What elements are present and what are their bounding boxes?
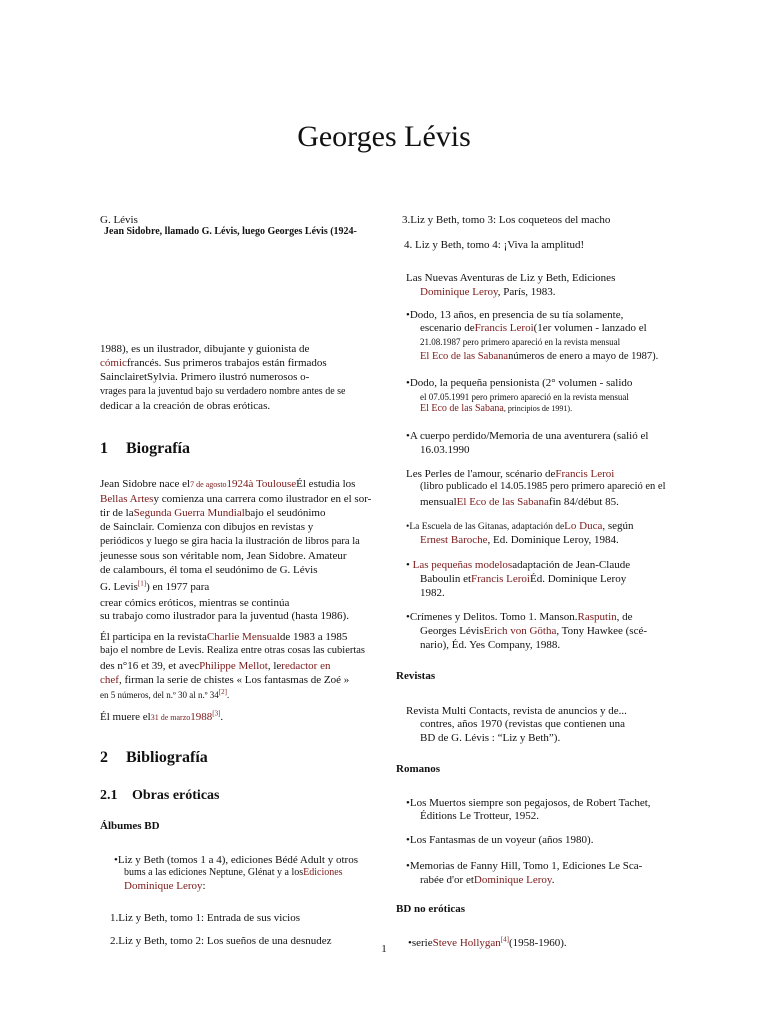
baroche-link[interactable]: Ernest Baroche (420, 534, 488, 546)
bio-line: en 5 números, del n.º 30 al n.º 34[2]. (100, 688, 230, 700)
list-item: rabée d'or etDominique Leroy. (420, 874, 555, 886)
leroi-link[interactable]: Francis Leroi (555, 468, 615, 480)
list-item: 16.03.1990 (420, 444, 470, 456)
bio-line: periódicos y luego se gira hacia la ilustración de libros para la (100, 536, 360, 547)
list-item: •Los Muertos siempre son pegajosos, de Robert Tachet, (406, 797, 651, 809)
bio-line: tir de laSegunda Guerra Mundialbajo el seudónimo (100, 507, 326, 519)
list-item: (libro publicado el 14.05.1985 pero primero apareció en el (420, 481, 666, 492)
list-item: Las Nuevas Aventuras de Liz y Beth, Ediciones (406, 272, 616, 284)
list-item: mensualEl Eco de las Sabanafin 84/début 85. (420, 496, 619, 508)
intro-line: 1988), es un ilustrador, dibujante y guionista de (100, 343, 310, 355)
luca-link[interactable]: Lo Duca (564, 520, 603, 532)
section-heading-bibliografia: 2 Bibliografía (100, 749, 208, 766)
list-item: BD de G. Lévis : “Liz y Beth”). (420, 732, 561, 744)
list-item: contres, años 1970 (revistas que contienen una (420, 718, 625, 730)
list-item: Georges LévisErich von Götha, Tony Hawkee (scé- (420, 625, 648, 637)
toulouse-link[interactable]: à Toulouse (248, 478, 297, 490)
intro-line: SainclairetSylvia. Primero ilustró numerosos o- (100, 371, 310, 383)
list-item: El Eco de las Sabananúmeros de enero a mayo de 1987). (420, 351, 659, 362)
page-number: 1 (381, 943, 387, 955)
bio-line: jeunesse sous son véritable nom, Jean Sidobre. Amateur (100, 550, 347, 562)
chef-link[interactable]: chef (100, 674, 119, 686)
list-item: •Dodo, la pequeña pensionista (2° volumen - salido (406, 377, 633, 389)
list-item: •Dodo, 13 años, en presencia de su tía solamente, (406, 309, 624, 321)
list-item: 2.Liz y Beth, tomo 2: Los sueños de una desnudez (110, 935, 332, 947)
list-item: Ernest Baroche, Ed. Dominique Leroy, 1984. (420, 534, 619, 546)
bellas-artes-link[interactable]: Bellas Artes (100, 493, 154, 505)
rasputin-link[interactable]: Rasputin (577, 611, 617, 623)
list-item: •Crímenes y Delitos. Tomo 1. Manson.Rasputin, de (406, 611, 633, 623)
list-item: 21.08.1987 pero primero apareció en la revista mensual (420, 337, 621, 347)
bio-line: Bellas Artesy comienza una carrera como ilustrador en el sor- (100, 493, 372, 505)
list-item: 4. Liz y Beth, tomo 4: ¡Viva la amplitud! (404, 239, 585, 251)
eco-link[interactable]: El Eco de las Sabana (456, 496, 549, 508)
ww2-link[interactable]: Segunda Guerra Mundial (133, 507, 245, 519)
list-item: nario), Éd. Yes Company, 1988. (420, 639, 561, 651)
leroi-link[interactable]: Francis Leroi (471, 573, 530, 585)
ref-3[interactable]: [3] (212, 709, 221, 718)
list-item: escenario deFrancis Leroi(1er volumen - lanzado el (420, 322, 647, 334)
redactor-link[interactable]: redactor en (281, 660, 331, 672)
romanos-heading: Romanos (396, 763, 441, 775)
bio-line: G. Levis[1]) en 1977 para (100, 579, 210, 593)
hollygan-link[interactable]: Steve Hollygan (432, 937, 501, 949)
list-item: Les Perles de l'amour, scénario deFrancis Leroi (406, 468, 615, 480)
ediciones-link[interactable]: Ediciones (303, 867, 343, 878)
comic-link[interactable]: cómic (100, 357, 127, 369)
revistas-heading: Revistas (396, 670, 436, 682)
page-title: Georges Lévis (297, 120, 471, 153)
bd-no-eroticas-heading: BD no eróticas (396, 903, 466, 915)
list-item: Baboulin etFrancis LeroiÉd. Dominique Leroy (420, 573, 627, 585)
death-date-link[interactable]: 31 de marzo (150, 713, 191, 722)
modelos-link[interactable]: Las pequeñas modelos (412, 559, 513, 571)
year-link[interactable]: 1924 (226, 478, 249, 490)
intro-bold: Jean Sidobre, llamado G. Lévis, luego Georges Lévis (1924- (104, 226, 357, 237)
list-item: • Las pequeñas modelosadaptación de Jean-Claude (406, 559, 631, 571)
list-item: bums a las ediciones Neptune, Glénat y a losEdiciones (124, 867, 343, 878)
list-item: •Los Fantasmas de un voyeur (años 1980). (406, 834, 594, 846)
eco-link[interactable]: El Eco de las Sabana (420, 403, 504, 414)
albums-heading: Álbumes BD (100, 820, 160, 832)
leroy-link[interactable]: Dominique Leroy (124, 880, 203, 892)
intro-line: vrages para la juventud bajo su verdadero nombre antes de se (100, 386, 346, 397)
bio-line: Él muere el31 de marzo1988[3]. (100, 709, 224, 723)
date-link[interactable]: 7 de agosto (190, 480, 227, 489)
charlie-link[interactable]: Charlie Mensual (206, 631, 280, 643)
intro-line: cómicfrancés. Sus primeros trabajos están firmados (100, 357, 327, 369)
leroy-link[interactable]: Dominique Leroy (420, 286, 498, 298)
ref-1[interactable]: [1] (137, 579, 147, 588)
list-item: •A cuerpo perdido/Memoria de una aventurera (salió el (406, 430, 649, 442)
list-item: 3.Liz y Beth, tomo 3: Los coqueteos del macho (402, 214, 611, 226)
list-item: •Liz y Beth (tomos 1 a 4), ediciones Bédé Adult y otros (114, 854, 358, 866)
list-item: 1.Liz y Beth, tomo 1: Entrada de sus vicios (110, 912, 301, 924)
bio-line: su trabajo como ilustrador para la juventud (hasta 1986). (100, 610, 349, 622)
eco-link[interactable]: El Eco de las Sabana (420, 351, 509, 362)
list-item: 1982. (420, 587, 445, 599)
bio-line: chef, firman la serie de chistes « Los fantasmas de Zoé » (100, 674, 350, 686)
list-item: el 07.05.1991 pero primero apareció en la revista mensual (420, 392, 629, 402)
bio-line: crear cómics eróticos, mientras se continúa (100, 597, 290, 609)
list-item: Revista Multi Contacts, revista de anuncios y de... (406, 705, 627, 717)
bio-line: de calambours, él toma el seudónimo de G. Lévis (100, 564, 318, 576)
bio-line: des n°16 et 39, et avecPhilippe Mellot, leredactor en (100, 660, 331, 672)
intro-line: dedicar a la creación de obras eróticas. (100, 400, 271, 412)
section-heading-biografia: 1 Biografía (100, 440, 190, 457)
gotha-link[interactable]: Erich von Götha (483, 625, 557, 637)
ref-2[interactable]: [2] (218, 688, 227, 696)
bio-line: Jean Sidobre nace el7 de agosto1924à ToulouseÉl estudia los (100, 478, 356, 490)
mellot-link[interactable]: Philippe Mellot (199, 660, 268, 672)
list-item: Dominique Leroy, París, 1983. (420, 286, 556, 298)
leroy-link[interactable]: Dominique Leroy (473, 874, 552, 886)
leroi-link[interactable]: Francis Leroi (474, 322, 534, 334)
ref-4[interactable]: [4] (500, 935, 509, 944)
list-item: El Eco de las Sabana, principios de 1991). (420, 403, 573, 414)
list-item: Éditions Le Trotteur, 1952. (420, 810, 540, 822)
subsection-heading-obras: 2.1 Obras eróticas (100, 788, 220, 803)
list-item: Dominique Leroy: (124, 880, 206, 892)
list-item: •Memorias de Fanny Hill, Tomo 1, Ediciones Le Sca- (406, 860, 643, 872)
list-item: •La Escuela de las Gitanas, adaptación deLo Duca, según (406, 520, 634, 532)
death-year-link[interactable]: 1988 (190, 711, 213, 723)
list-item: •serieSteve Hollygan[4](1958-1960). (408, 935, 567, 949)
bio-line: bajo el nombre de Levis. Realiza entre otras cosas las cubiertas (100, 645, 366, 656)
bio-line: Él participa en la revistaCharlie Mensualde 1983 a 1985 (100, 631, 348, 643)
bio-line: de Sainclair. Comienza con dibujos en revistas y (100, 521, 314, 533)
intro-name: G. Lévis (100, 214, 138, 226)
